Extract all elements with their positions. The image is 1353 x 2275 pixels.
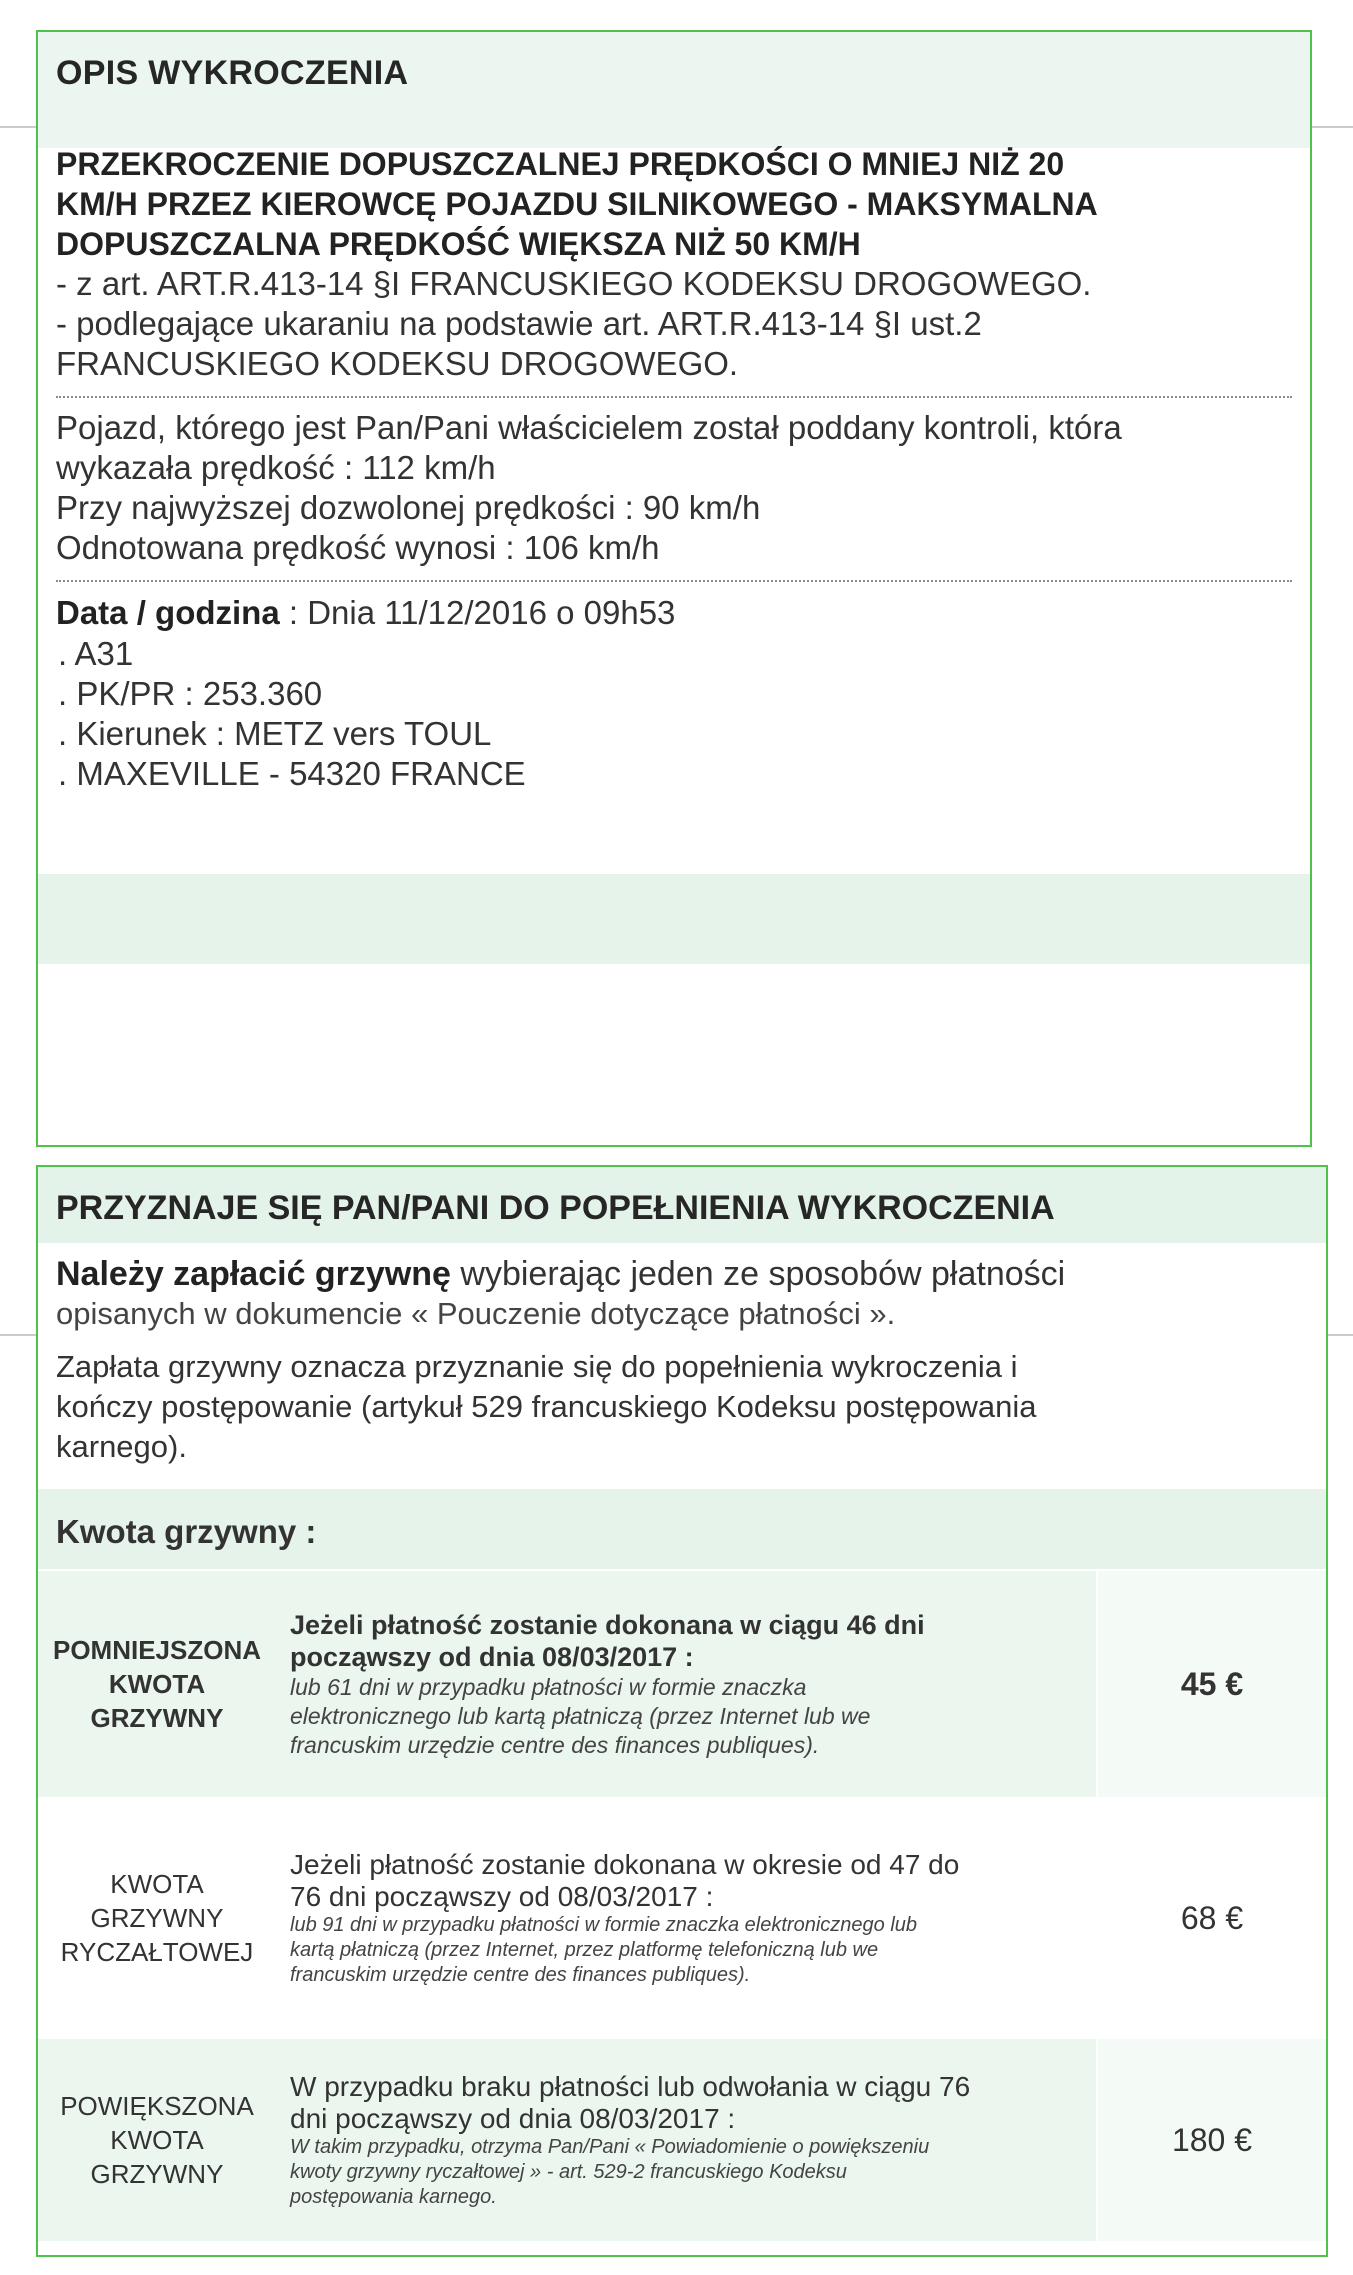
fine-note-line: elektronicznego lub kartą płatniczą (przez Internet lub we — [290, 1702, 871, 1729]
fine-amount: 68 € — [1096, 1799, 1326, 2037]
dotted-divider — [56, 396, 1292, 398]
location-direction: . Kierunek : METZ vers TOUL — [58, 715, 492, 752]
fine-condition-line: 76 dni począwszy od 08/03/2017 : — [290, 1880, 714, 1912]
fine-note-line: lub 91 dni w przypadku płatności w formie znaczka elektronicznego lub — [290, 1913, 918, 1936]
fine-type-line: POWIĘKSZONA — [60, 2091, 254, 2121]
payment-meaning-line: karnego). — [56, 1429, 187, 1464]
fine-type-line: KWOTA — [108, 1669, 206, 1699]
max-speed-text: Przy najwyższej dozwolonej prędkości : 90 km/h — [56, 489, 761, 526]
fine-type — [38, 1633, 276, 1735]
offense-title-line: PRZEKROCZENIE DOPUSZCZALNEJ PRĘDKOŚCI O MNIEJ NIŻ 20 — [56, 146, 1065, 182]
fine-condition-line: począwszy od dnia 08/03/2017 : — [290, 1641, 694, 1672]
payment-meaning — [38, 1333, 1326, 1467]
fine-note-line: francuskim urzędzie centre des finances publiques). — [290, 1731, 820, 1758]
payment-instruction-line-2: opisanych w dokumencie « Pouczenie dotyczące płatności ». — [56, 1296, 896, 1331]
offense-description-title: OPIS WYKROCZENIA — [56, 54, 409, 92]
fine-condition-line: Jeżeli płatność zostanie dokonana w okresie od 47 do — [290, 1848, 960, 1880]
payment-meaning-line: kończy postępowanie (artykuł 529 francuskiego Kodeksu postępowania — [56, 1389, 1037, 1424]
admission-box — [36, 1165, 1328, 2257]
fine-note-line: kartą płatniczą (przez Internet, przez platformę telefoniczną lub we — [290, 1938, 879, 1961]
payment-instruction-bold: Należy zapłacić grzywnę — [56, 1255, 451, 1293]
admission-header — [38, 1167, 1326, 1243]
date-value: : Dnia 11/12/2016 o 09h53 — [279, 594, 676, 631]
control-text-line-2: wykazała prędkość : 112 km/h — [56, 449, 496, 486]
fine-condition — [276, 2071, 1096, 2210]
fine-type-line: GRZYWNY — [90, 1703, 224, 1733]
fine-type-line: POMNIEJSZONA — [52, 1635, 262, 1665]
fine-condition-line: dni począwszy od dnia 08/03/2017 : — [290, 2102, 736, 2134]
payment-instruction — [38, 1243, 1326, 1295]
offense-title-line: KM/H PRZEZ KIEROWCĘ POJAZDU SILNIKOWEGO - MAKSYMALNA — [56, 186, 1098, 222]
payment-instruction-rest: wybierając jeden ze sposobów płatności — [450, 1255, 1066, 1293]
fine-condition — [276, 1609, 1096, 1760]
offense-description-box — [36, 30, 1312, 1147]
location-town: . MAXEVILLE - 54320 FRANCE — [58, 755, 526, 792]
fine-type-line: GRZYWNY — [90, 2159, 224, 2189]
fine-condition — [276, 1849, 1096, 1988]
fine-amount: 180 € — [1096, 2039, 1326, 2241]
offense-description-body — [38, 134, 1310, 794]
fine-note-line: francuskim urzędzie centre des finances publiques). — [290, 1963, 751, 1986]
fine-amount: 45 € — [1096, 1571, 1326, 1797]
fine-amount-header: Kwota grzywny : — [38, 1489, 1326, 1569]
penalty-reference-line-1: - podlegające ukaraniu na podstawie art. ART.R.413-14 §I ust.2 — [56, 305, 982, 342]
dotted-divider — [56, 580, 1292, 582]
location-road: . A31 — [58, 635, 134, 672]
fine-table — [38, 1571, 1326, 2243]
offense-description-header — [38, 32, 1310, 148]
penalty-reference-line-2: FRANCUSKIEGO KODEKSU DROGOWEGO. — [56, 345, 739, 382]
fine-row-reduced — [38, 1571, 1326, 1799]
offense-title — [56, 144, 1292, 264]
fine-row-increased — [38, 2039, 1326, 2243]
article-reference: - z art. ART.R.413-14 §I FRANCUSKIEGO KODEKSU DROGOWEGO. — [56, 265, 1092, 302]
fine-type-line: KWOTA — [110, 2125, 204, 2155]
fine-note-line: W takim przypadku, otrzyma Pan/Pani « Powiadomienie o powiększeniu — [290, 2135, 930, 2158]
fine-condition-line: W przypadku braku płatności lub odwołania w ciągu 76 — [290, 2070, 971, 2102]
fine-type-line: GRZYWNY — [90, 1903, 224, 1933]
admission-title: PRZYZNAJE SIĘ PAN/PANI DO POPEŁNIENIA WYKROCZENIA — [56, 1189, 1055, 1227]
fine-type — [38, 2089, 276, 2191]
recorded-speed-text: Odnotowana prędkość wynosi : 106 km/h — [56, 529, 660, 566]
date-label: Data / godzina — [56, 594, 280, 631]
control-text-line-1: Pojazd, którego jest Pan/Pani właścicielem został poddany kontroli, która — [56, 409, 1122, 446]
date-time-line — [56, 592, 1292, 634]
location-marker: . PK/PR : 253.360 — [58, 675, 323, 712]
shaded-band — [38, 874, 1310, 964]
fine-type — [38, 1867, 276, 1969]
fine-type-line: RYCZAŁTOWEJ — [60, 1937, 254, 1967]
fine-note-line: kwoty grzywny ryczałtowej » - art. 529-2 francuskiego Kodeksu — [290, 2160, 847, 2183]
fine-row-flat — [38, 1799, 1326, 2039]
fine-condition-line: Jeżeli płatność zostanie dokonana w ciągu 46 dni — [290, 1609, 925, 1640]
fine-type-line: KWOTA — [110, 1869, 204, 1899]
payment-meaning-line: Zapłata grzywny oznacza przyznanie się do popełnienia wykroczenia i — [56, 1349, 1018, 1384]
offense-title-line: DOPUSZCZALNA PRĘDKOŚĆ WIĘKSZA NIŻ 50 KM/H — [56, 226, 861, 262]
fine-note-line: lub 61 dni w przypadku płatności w formie znaczka — [290, 1673, 807, 1700]
fine-note-line: postępowania karnego. — [290, 2185, 497, 2208]
